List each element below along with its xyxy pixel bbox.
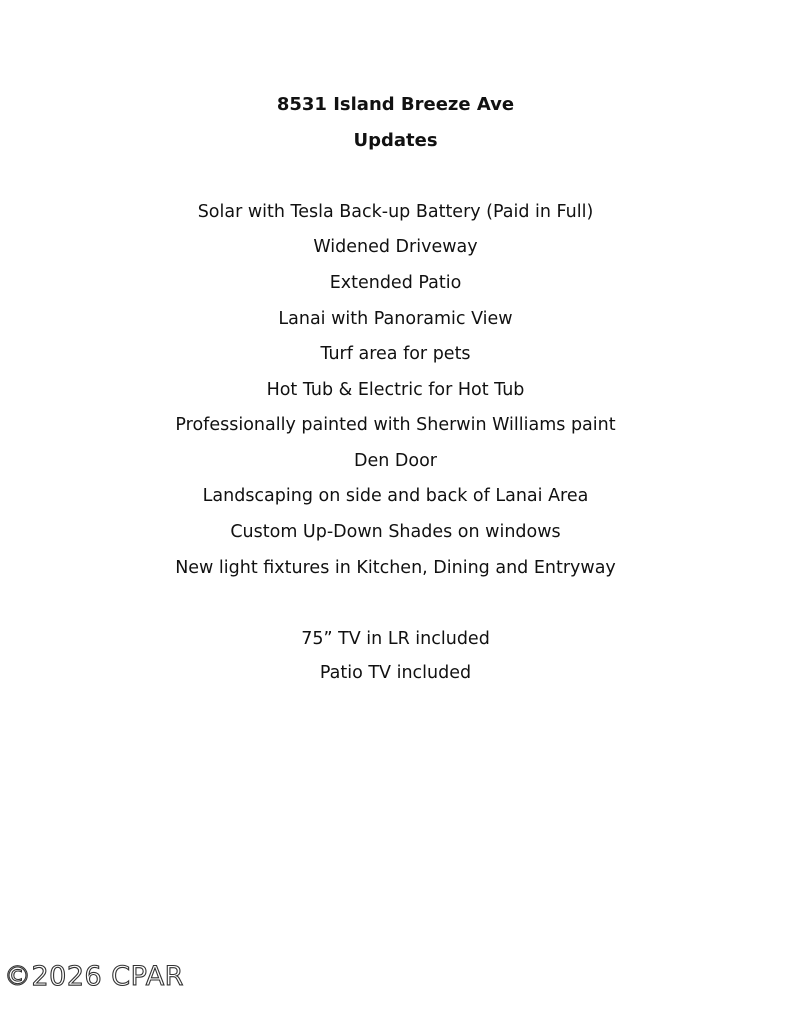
copyright-watermark: ©2026 CPAR	[4, 961, 184, 992]
update-item-landscaping: Landscaping on side and back of Lanai Area	[202, 486, 589, 506]
update-item-paint: Professionally painted with Sherwin Williams paint	[175, 415, 616, 435]
update-item-shades: Custom Up-Down Shades on windows	[230, 522, 561, 542]
update-item-light-fixtures: New light fixtures in Kitchen, Dining and Entryway	[175, 558, 616, 578]
update-item-den-door: Den Door	[354, 451, 437, 471]
update-item-hot-tub: Hot Tub & Electric for Hot Tub	[266, 380, 525, 400]
included-item-lr-tv: 75” TV in LR included	[301, 629, 490, 649]
update-item-driveway: Widened Driveway	[313, 237, 478, 257]
update-item-lanai: Lanai with Panoramic View	[278, 309, 513, 329]
document-address: 8531 Island Breeze Ave	[276, 94, 515, 115]
document-heading: Updates	[353, 130, 438, 151]
update-item-solar: Solar with Tesla Back-up Battery (Paid in Full)	[197, 202, 594, 222]
included-item-patio-tv: Patio TV included	[319, 663, 472, 683]
update-item-patio: Extended Patio	[329, 273, 462, 293]
update-item-turf: Turf area for pets	[320, 344, 471, 364]
